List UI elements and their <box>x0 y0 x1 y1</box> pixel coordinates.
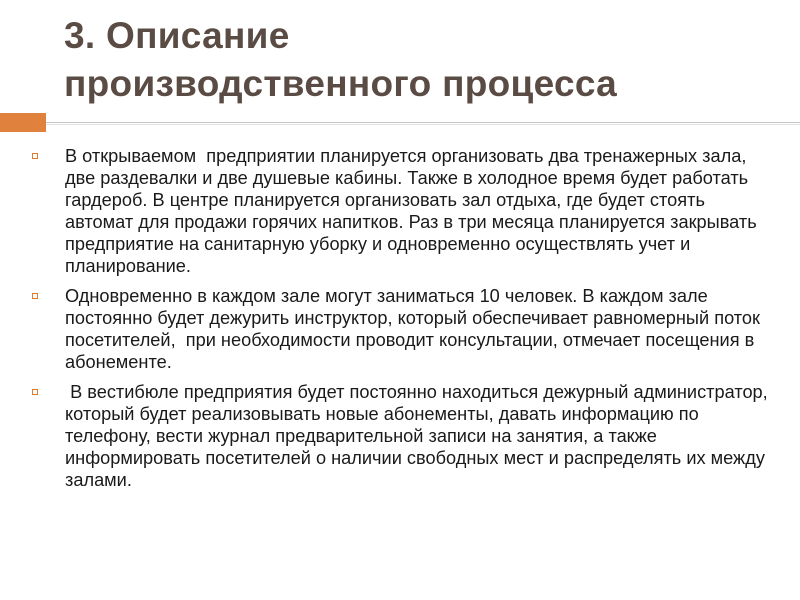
hollow-square-bullet-icon <box>32 293 38 299</box>
title-divider-line <box>46 122 800 123</box>
slide-title-line-1: 3. Описание <box>64 15 290 56</box>
title-divider-line-shadow <box>46 124 800 125</box>
slide-title <box>64 12 784 108</box>
title-accent-bar <box>0 113 46 132</box>
bullet-item-1 <box>32 145 777 277</box>
bullet-list <box>32 145 777 499</box>
bullet-text-2: Одновременно в каждом зале могут заниматься 10 человек. В каждом зале постоянно будет дежурить инструктор, который обеспечивает равномерный поток посетителей, при необходимости проводит консультации, отмечает посещения в абонементе. <box>65 286 766 372</box>
bullet-item-3 <box>32 381 777 491</box>
bullet-item-2 <box>32 285 777 373</box>
hollow-square-bullet-icon <box>32 153 38 159</box>
bullet-text-1: В открываемом предприятии планируется организовать два тренажерных зала, две раздевалки и две душевые кабины. Также в холодное время будет работать гардероб. В центре планируется организовать зал отдыха, где будет стоять автомат для продажи горячих напитков. Раз в три месяца планируется закрывать предприятие на санитарную уборку и одновременно осуществлять учет и планирование. <box>65 146 762 276</box>
hollow-square-bullet-icon <box>32 389 38 395</box>
slide-title-line-2: производственного процесса <box>64 63 618 104</box>
bullet-text-3: В вестибюле предприятия будет постоянно находиться дежурный администратор, который будет реализовывать новые абонементы, давать информацию по телефону, вести журнал предварительной записи на занятия, а также информировать посетителей о наличии свободных мест и распределять их между залами. <box>65 382 778 490</box>
